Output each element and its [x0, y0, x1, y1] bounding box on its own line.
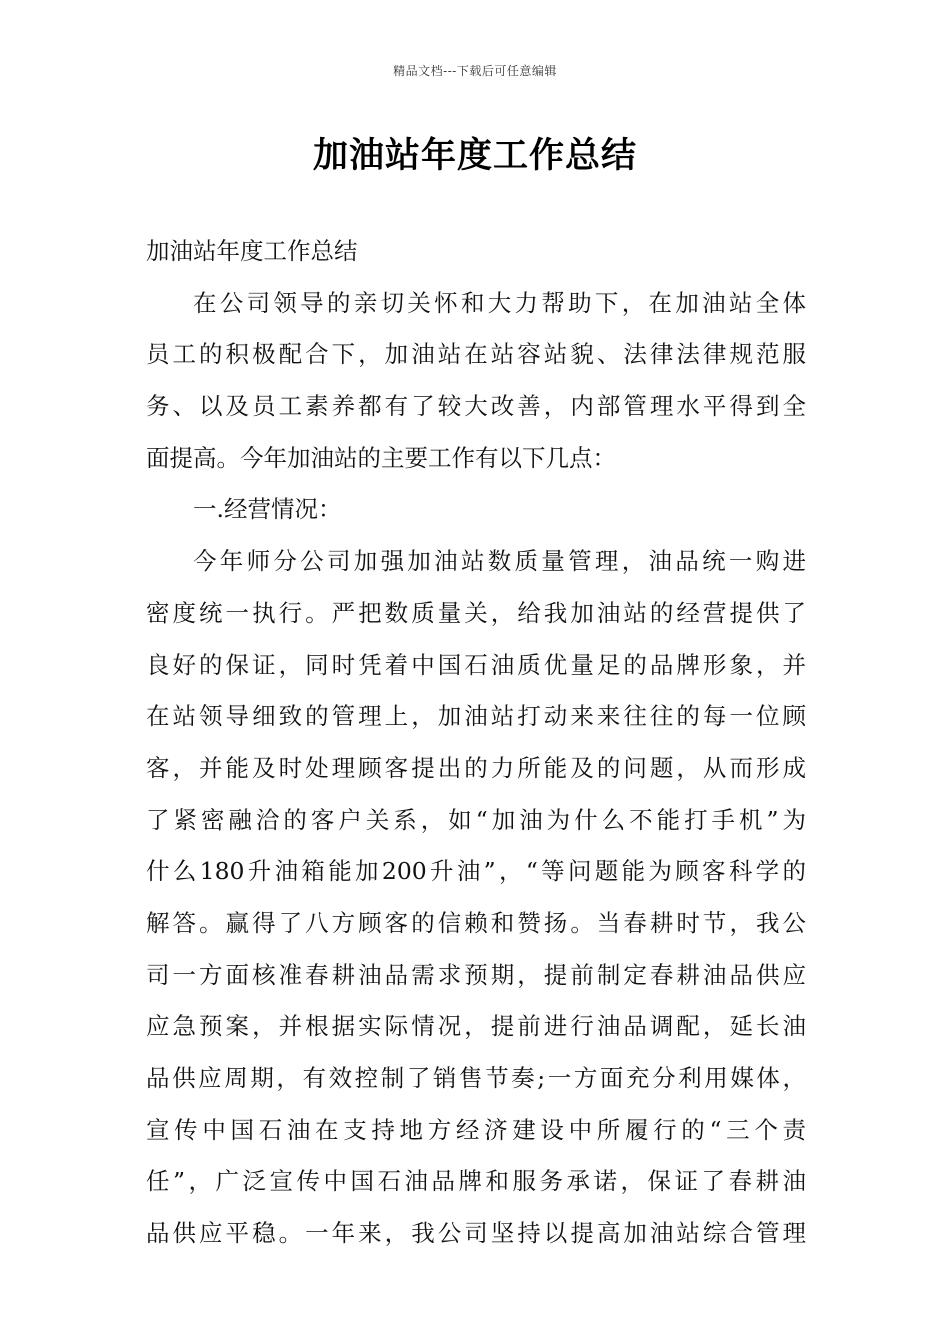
paragraph-line: 司一方面核准春耕油品需求预期，提前制定春耕油品供应: [146, 960, 806, 989]
section-heading: 一.经营情况：: [193, 495, 342, 524]
paragraph-line: 什么180升油箱能加200升油”，“等问题能为顾客科学的: [146, 857, 806, 886]
body-subtitle-line: 加油站年度工作总结: [146, 237, 358, 265]
paragraph-line: 在站领导细致的管理上，加油站打动来来往往的每一位顾: [146, 702, 806, 731]
paragraph-line: 在公司领导的亲切关怀和大力帮助下，在加油站全体: [193, 288, 806, 317]
paragraph-line: 员工的积极配合下，加油站在站容站貌、法律法律规范服: [146, 340, 806, 369]
paragraph-line: 面提高。今年加油站的主要工作有以下几点：: [146, 443, 616, 472]
paragraph-line: 今年师分公司加强加油站数质量管理，油品统一购进: [193, 547, 806, 576]
paragraph-line: 任”，广泛宣传中国石油品牌和服务承诺，保证了春耕油: [146, 1167, 806, 1196]
paragraph-line: 良好的保证，同时凭着中国石油质优量足的品牌形象，并: [146, 650, 806, 679]
paragraph-line: 品供应周期，有效控制了销售节奏;一方面充分利用媒体，: [146, 1064, 806, 1092]
paragraph-line: 了紧密融洽的客户关系，如“加油为什么不能打手机”为: [146, 805, 806, 834]
paragraph-line: 客，并能及时处理顾客提出的力所能及的问题，从而形成: [146, 753, 806, 782]
paragraph-line: 密度统一执行。严把数质量关，给我加油站的经营提供了: [146, 598, 806, 627]
document-title: 加油站年度工作总结: [312, 135, 637, 176]
paragraph-line: 务、以及员工素养都有了较大改善，内部管理水平得到全: [146, 392, 806, 421]
header-note: 精品文档---下载后可任意编辑: [393, 64, 557, 78]
paragraph-line: 解答。赢得了八方顾客的信赖和赞扬。当春耕时节，我公: [146, 908, 806, 937]
paragraph-line: 应急预案，并根据实际情况，提前进行油品调配，延长油: [146, 1012, 806, 1041]
document-body: [146, 226, 806, 1260]
paragraph-line: 宣传中国石油在支持地方经济建设中所履行的“三个责: [146, 1115, 806, 1144]
paragraph-line: 品供应平稳。一年来，我公司坚持以提高加油站综合管理: [146, 1219, 806, 1248]
